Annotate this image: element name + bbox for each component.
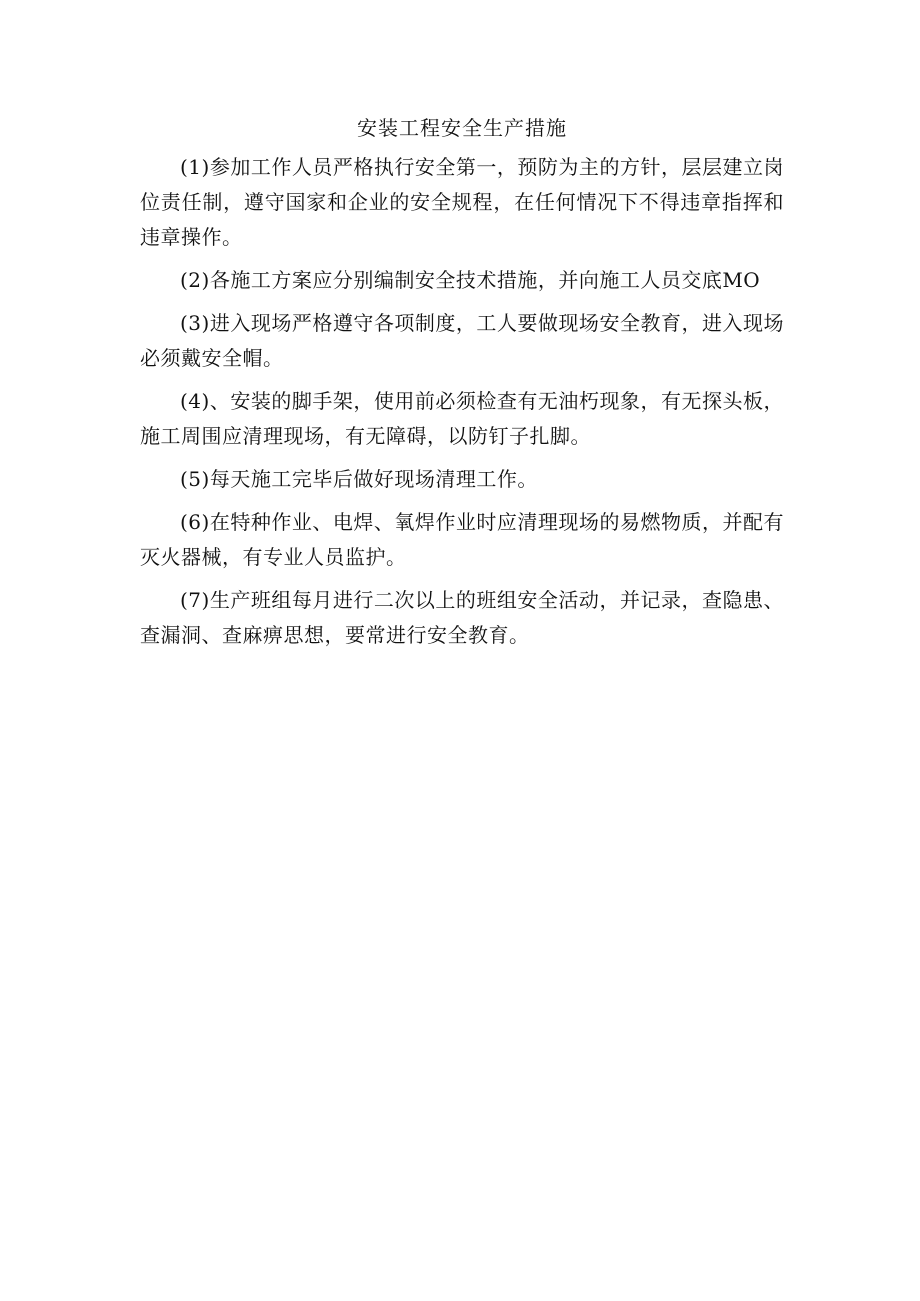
paragraph-6: (6)在特种作业、电焊、氧焊作业时应清理现场的易燃物质，并配有灭火器械，有专业人员监护。	[140, 510, 784, 569]
document-body	[140, 112, 784, 661]
paragraph-1: (1)参加工作人员严格执行安全第一，预防为主的方针，层层建立岗位责任制，遵守国家和企业的安全规程，在任何情况下不得违章指挥和违章操作。	[140, 155, 784, 249]
paragraph-2: (2)各施工方案应分别编制安全技术措施，并向施工人员交底MO	[180, 268, 761, 292]
paragraph-4: (4)、安装的脚手架，使用前必须检查有无油朽现象，有无探头板，施工周围应清理现场，有无障碍，以防钉子扎脚。	[140, 389, 784, 448]
paragraph-5: (5)每天施工完毕后做好现场清理工作。	[180, 467, 538, 491]
paragraph-3: (3)进入现场严格遵守各项制度，工人要做现场安全教育，进入现场必须戴安全帽。	[140, 311, 784, 370]
paragraph-7: (7)生产班组每月进行二次以上的班组安全活动，并记录，查隐患、查漏洞、查麻痹思想，要常进行安全教育。	[140, 588, 784, 647]
document-title: 安装工程安全生产措施	[357, 116, 567, 140]
